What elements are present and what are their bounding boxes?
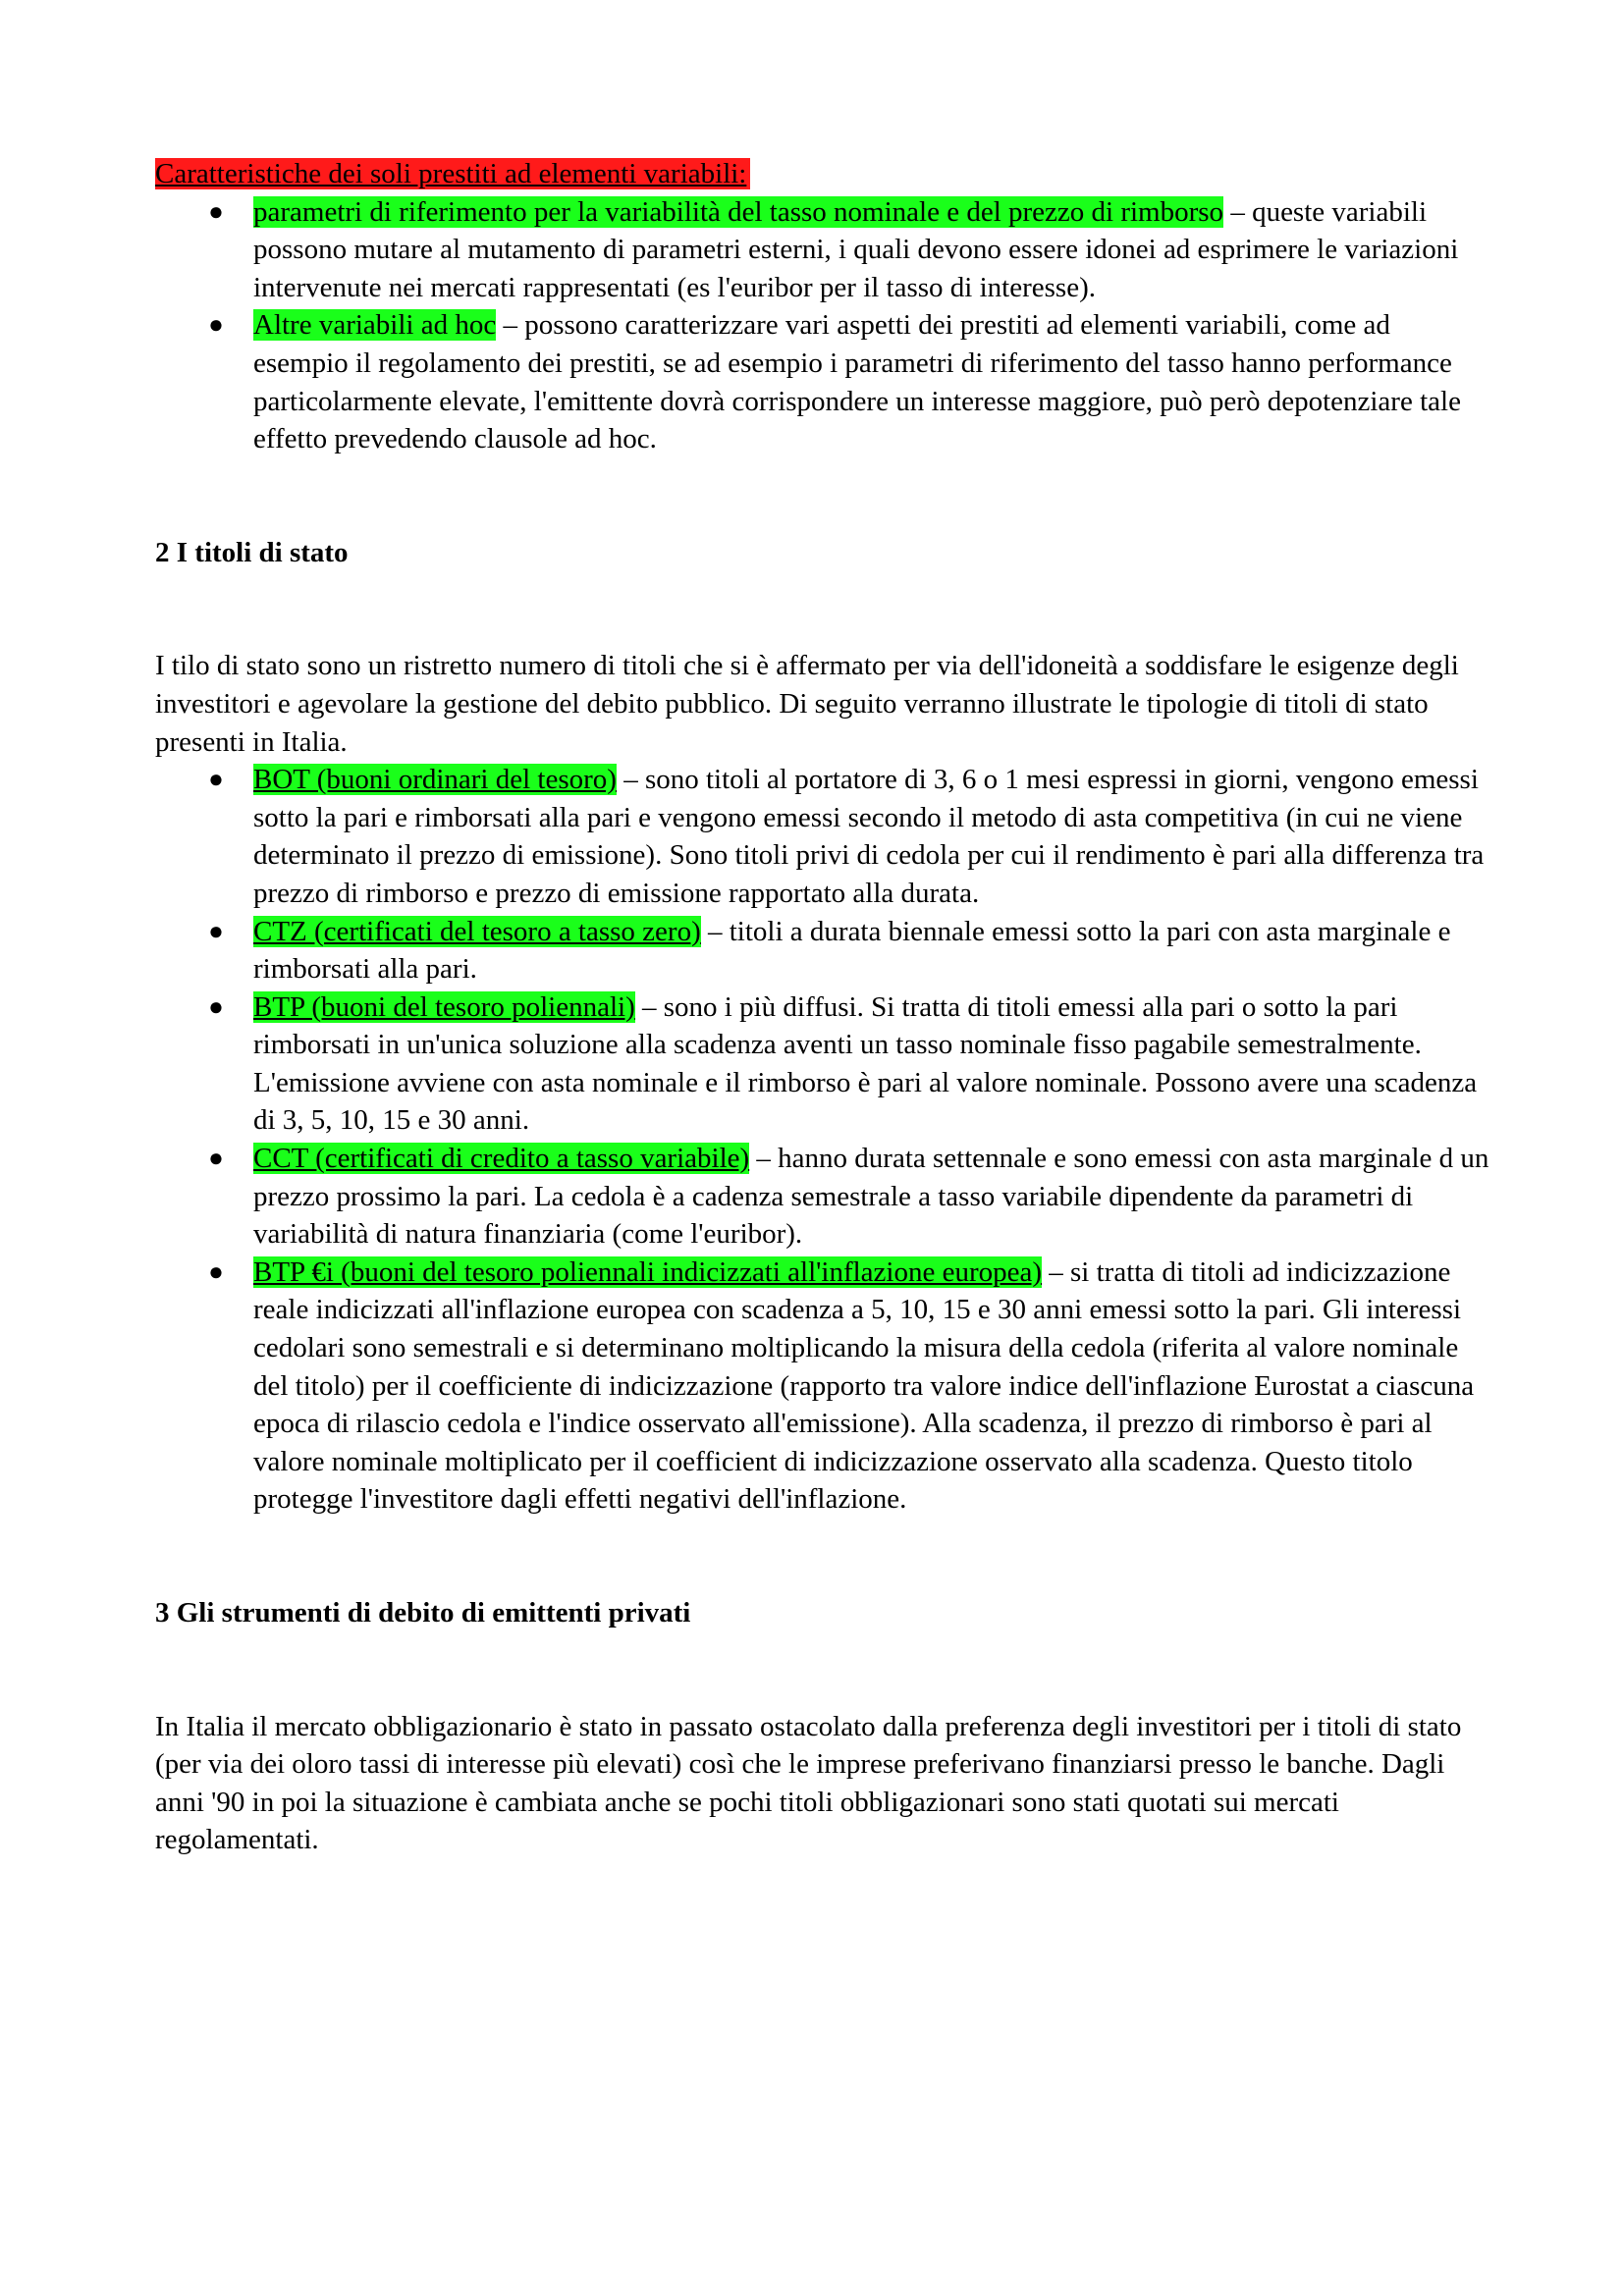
section-heading-titoli-di-stato: 2 I titoli di stato xyxy=(155,536,349,568)
document-page xyxy=(155,155,1490,1859)
list-item xyxy=(155,306,1490,457)
private-issuers-paragraph: In Italia il mercato obbligazionario è stato in passato ostacolato dalla preferenza degli investitori per i titoli di stato (per via dei oloro tassi di interesse più elevati) così che le imprese preferivano finanziarsi presso le banche. Dagli anni '90 in poi la situazione è cambiata anche se pochi titoli obbligazionari sono stati quotati sui mercati regolamentati. xyxy=(155,1710,1462,1856)
list-item xyxy=(155,193,1490,307)
list-item-cct xyxy=(155,1140,1490,1254)
item-text: – possono caratterizzare vari aspetti dei prestiti ad elementi variabili, come ad esempio il regolamento dei prestiti, se ad esempio i parametri di riferimento del tasso hanno performance particolarmente elevate, l'emittente dovrà corrispondere un interesse maggiore, può però depotenziare tale effetto prevedendo clausole ad hoc. xyxy=(253,309,1461,455)
highlighted-term: parametri di riferimento per la variabilità del tasso nominale e del prezzo di rimborso xyxy=(253,195,1224,228)
highlighted-term: BTP (buoni del tesoro poliennali) xyxy=(253,990,635,1023)
section-heading-emittenti-privati: 3 Gli strumenti di debito di emittenti privati xyxy=(155,1597,691,1629)
list-item-btp xyxy=(155,988,1490,1140)
bullet-icon: ● xyxy=(208,196,224,226)
variable-loans-list xyxy=(155,193,1490,458)
bullet-icon: ● xyxy=(208,916,224,945)
bullet-icon: ● xyxy=(208,1256,224,1286)
government-bonds-list xyxy=(155,761,1490,1519)
list-item-btp-ei xyxy=(155,1254,1490,1519)
highlighted-term: CCT (certificati di credito a tasso variabile) xyxy=(253,1143,750,1175)
bullet-icon: ● xyxy=(208,991,224,1021)
item-text: – titoli a durata biennale emessi sotto la pari con asta marginale e rimborsati alla pari. xyxy=(253,915,1451,986)
bullet-icon: ● xyxy=(208,310,224,340)
item-text: – sono titoli al portatore di 3, 6 o 1 mesi espressi in giorni, vengono emessi sotto la pari e rimborsati alla pari e vengono emessi secondo il metodo di asta competitiva (in cui ne viene determinato il prezzo di emissione). Sono titoli privi di cedola per cui il rendimento è pari alla differenza tra prezzo di rimborso e prezzo di emissione rapportato alla durata. xyxy=(253,764,1485,909)
highlighted-term: BTP €i (buoni del tesoro poliennali indicizzati all'inflazione europea) xyxy=(253,1255,1043,1288)
item-text: – queste variabili possono mutare al mutamento di parametri esterni, i quali devono essere idonei ad esprimere le variazioni intervenute nei mercati rappresentati (es l'euribor per il tasso di interesse). xyxy=(253,195,1459,303)
intro-paragraph: I tilo di stato sono un ristretto numero di titoli che si è affermato per via dell'idoneità a soddisfare le esigenze degli investitori e agevolare la gestione del debito pubblico. Di seguito verranno illustrate le tipologie di titoli di stato presenti in Italia. xyxy=(155,650,1459,758)
list-item-ctz xyxy=(155,913,1490,988)
bullet-icon: ● xyxy=(208,765,224,794)
bullet-icon: ● xyxy=(208,1144,224,1173)
item-text: – sono i più diffusi. Si tratta di titoli emessi alla pari o sotto la pari rimborsati in un'unica soluzione alla scadenza aventi un tasso nominale fisso pagabile semestralmente. L'emissione avviene con asta nominale e il rimborso è pari al valore nominale. Possono avere una scadenza di 3, 5, 10, 15 e 30 anni. xyxy=(253,990,1478,1137)
section-variable-loans xyxy=(155,155,1490,458)
item-text: – si tratta di titoli ad indicizzazione reale indicizzati all'inflazione europea con scadenza a 5, 10, 15 e 30 anni emessi sotto la pari. Gli interessi cedolari sono semestrali e si determinano moltiplicando la misura della cedola (riferita al valore nominale del titolo) per il coefficiente di indicizzazione (rapporto tra valore indice dell'inflazione Eurostat a ciascuna epoca di rilascio cedola e l'indice osservato all'emissione). Alla scadenza, il prezzo di rimborso è pari al valore nominale moltiplicato per il coefficient di indicizzazione osservato alla scadenza. Questo titolo protegge l'investitore dagli effetti negativi dell'inflazione. xyxy=(253,1255,1475,1516)
highlighted-term: CTZ (certificati del tesoro a tasso zero) xyxy=(253,915,701,947)
highlighted-term: BOT (buoni ordinari del tesoro) xyxy=(253,764,617,796)
list-item-bot xyxy=(155,761,1490,912)
item-text: – hanno durata settennale e sono emessi con asta marginale d un prezzo prossimo la pari. La cedola è a cadenza semestrale a tasso variabile dipendente da parametri di variabilità di natura finanziaria (come l'euribor). xyxy=(253,1143,1489,1251)
section-title-highlighted: Caratteristiche dei soli prestiti ad elementi variabili: xyxy=(155,158,750,189)
highlighted-term: Altre variabili ad hoc xyxy=(253,309,497,342)
